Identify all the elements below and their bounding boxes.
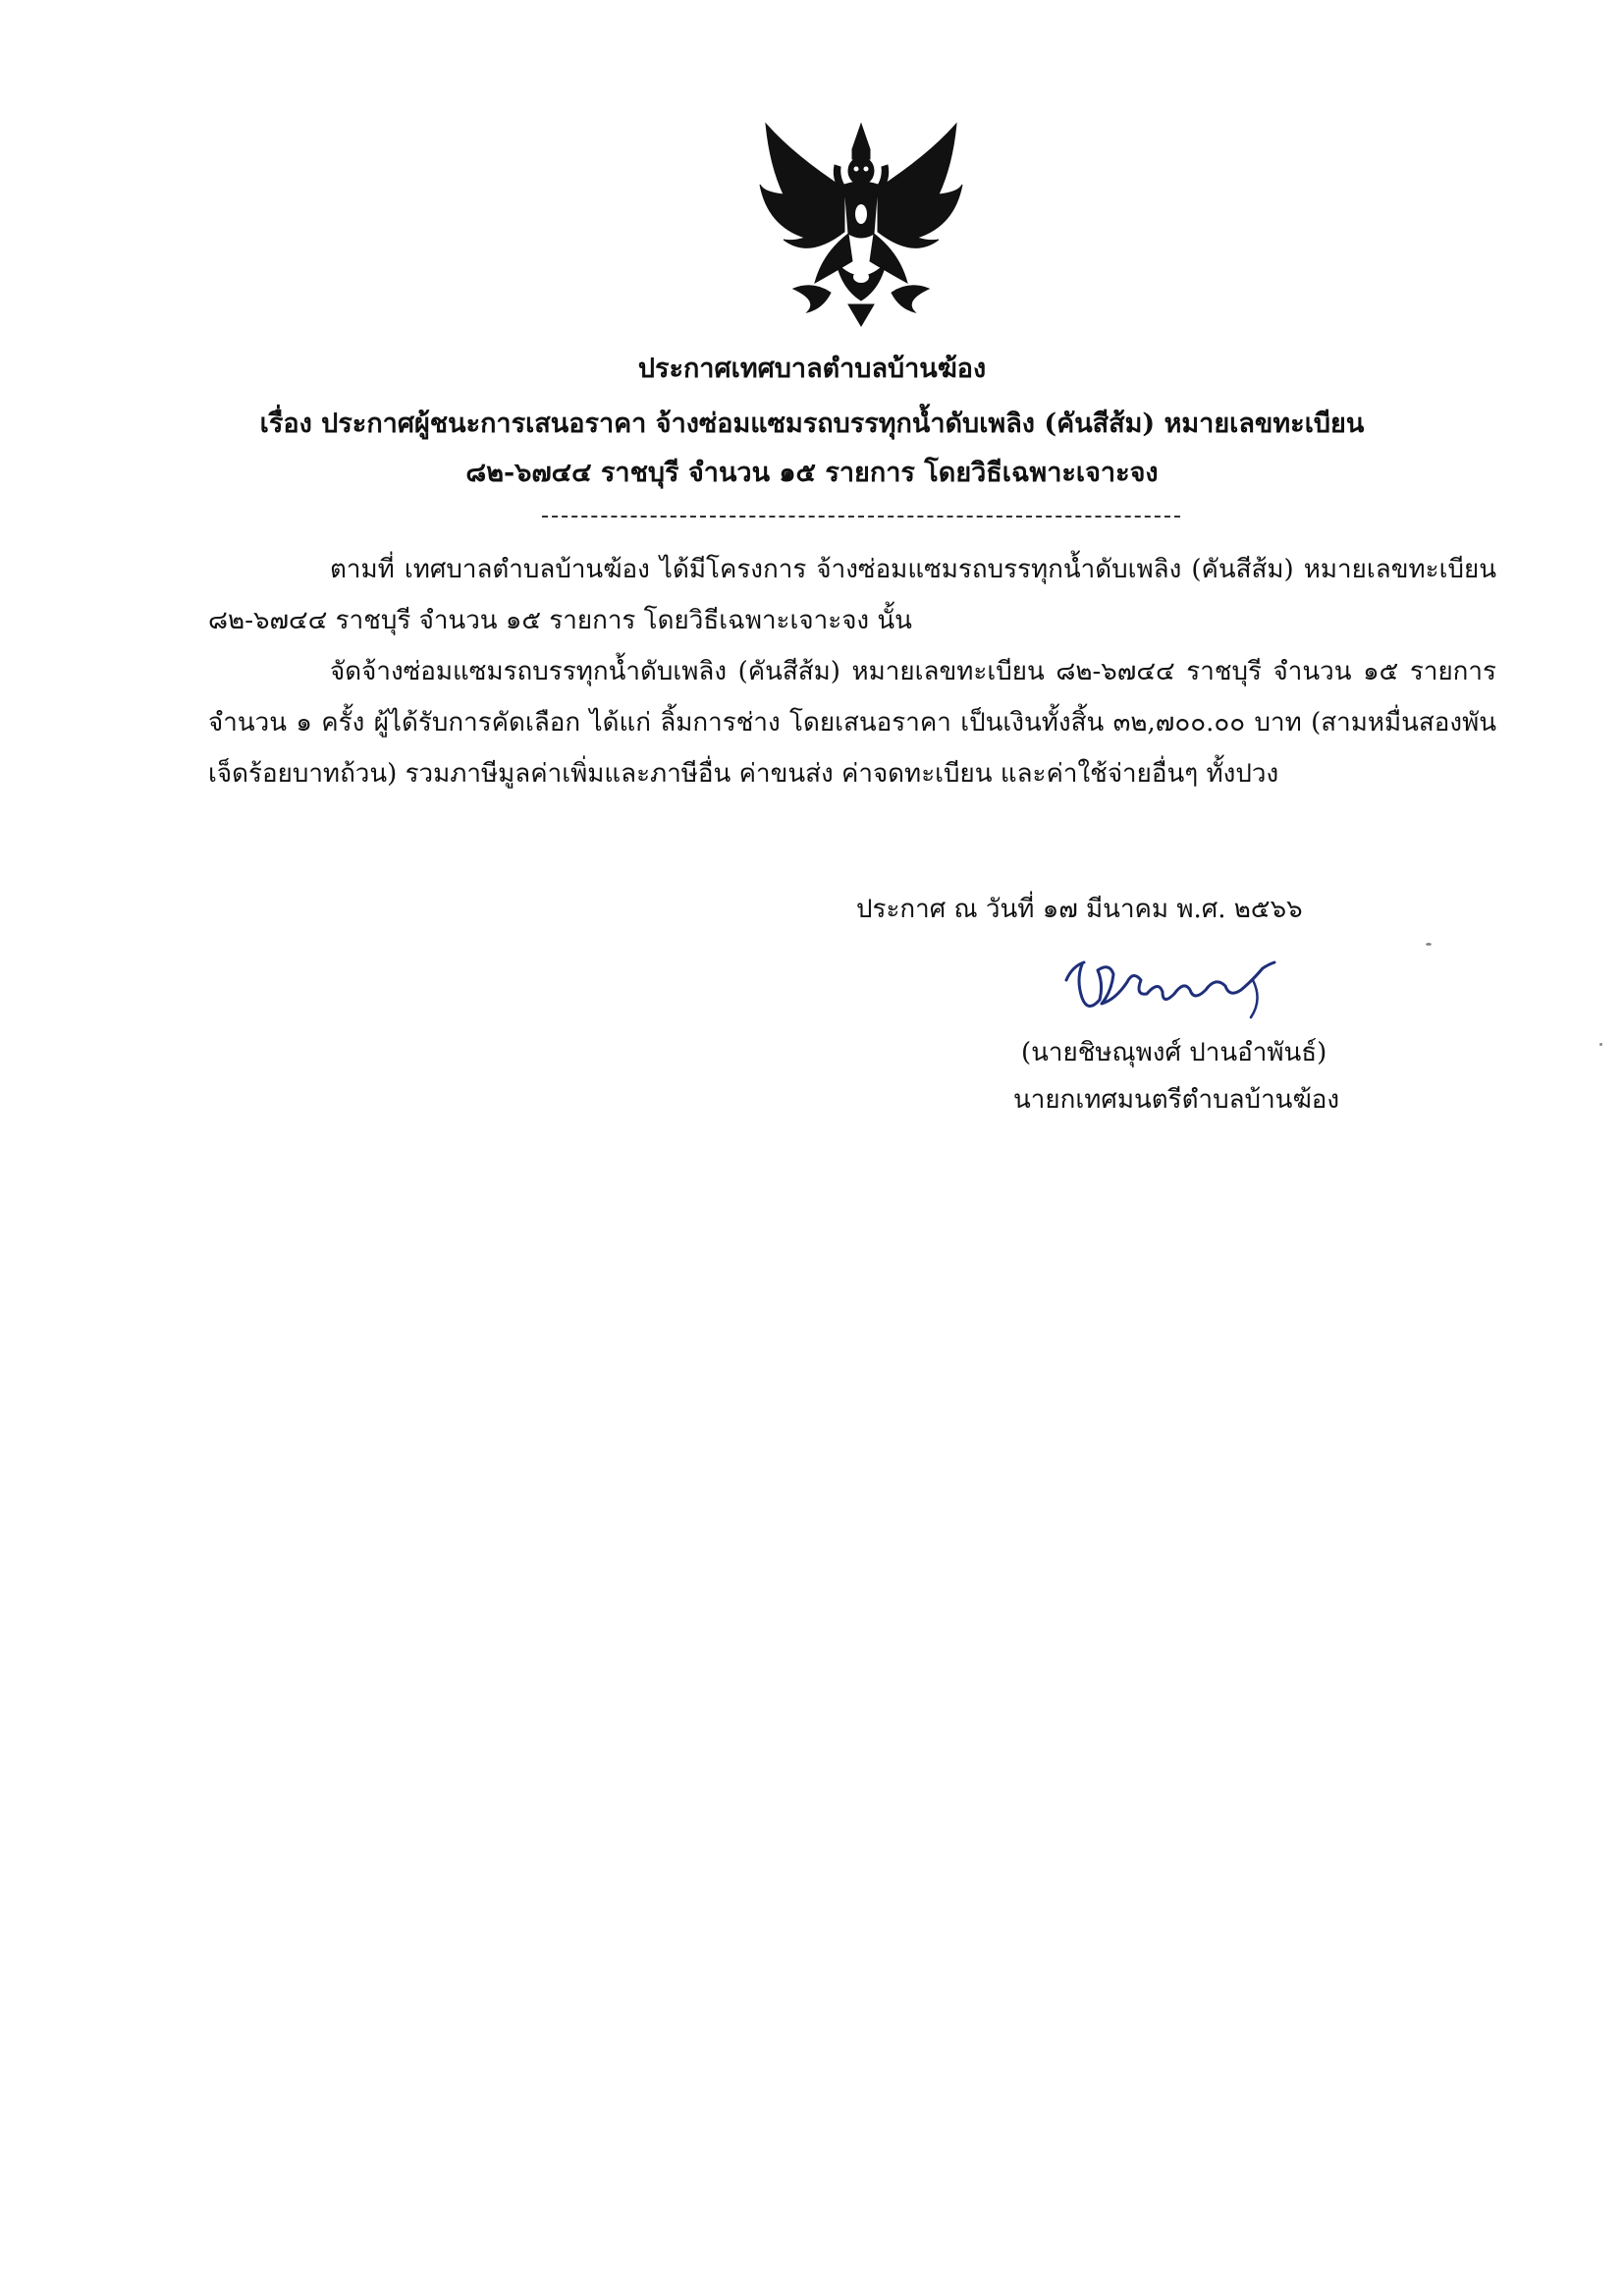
announcement-subject-continued: ๘๒-๖๗๔๔ ราชบุรี จำนวน ๑๕ รายการ โดยวิธีเฉพาะเจาะจง <box>465 458 1159 488</box>
garuda-emblem-icon <box>754 116 968 332</box>
scan-speck <box>1599 1043 1602 1046</box>
heading-divider <box>542 516 1180 518</box>
announcement-heading: ประกาศเทศบาลตำบลบ้านฆ้อง <box>637 354 987 384</box>
paragraph-project-background: ตามที่ เทศบาลตำบลบ้านฆ้อง ได้มีโครงการ จ้างซ่อมแซมรถบรรทุกน้ำดับเพลิง (คันสีส้ม) หมายเลขทะเบียน ๘๒-๖๗๔๔ ราชบุรี จำนวน ๑๕ รายการ โดยวิธีเฉพาะเจาะจง นั้น <box>208 555 1496 635</box>
signer-position: นายกเทศมนตรีตำบลบ้านฆ้อง <box>1013 1085 1340 1115</box>
scan-speck <box>1426 943 1432 946</box>
announcement-date: ประกาศ ณ วันที่ ๑๗ มีนาคม พ.ศ. ๒๕๖๖ <box>856 895 1303 924</box>
handwritten-signature-icon <box>1053 941 1298 1029</box>
signer-name: (นายชิษณุพงศ์ ปานอำพันธ์) <box>1021 1038 1327 1067</box>
paragraph-award-details: จัดจ้างซ่อมแซมรถบรรทุกน้ำดับเพลิง (คันสีส้ม) หมายเลขทะเบียน ๘๒-๖๗๔๔ ราชบุรี จำนวน ๑๕ รายการ จำนวน ๑ ครั้ง ผู้ได้รับการคัดเลือก ได้แก่ ลิ้มการช่าง โดยเสนอราคา เป็นเงินทั้งสิ้น ๓๒,๗๐๐.๐๐ บาท (สามหมื่นสองพันเจ็ดร้อยบาทถ้วน) รวมภาษีมูลค่าเพิ่มและภาษีอื่น ค่าขนส่ง ค่าจดทะเบียน และค่าใช้จ่ายอื่นๆ ทั้งปวง <box>208 657 1496 789</box>
announcement-subject: เรื่อง ประกาศผู้ชนะการเสนอราคา จ้างซ่อมแซมรถบรรทุกน้ำดับเพลิง (คันสีส้ม) หมายเลขทะเบียน <box>259 409 1365 439</box>
